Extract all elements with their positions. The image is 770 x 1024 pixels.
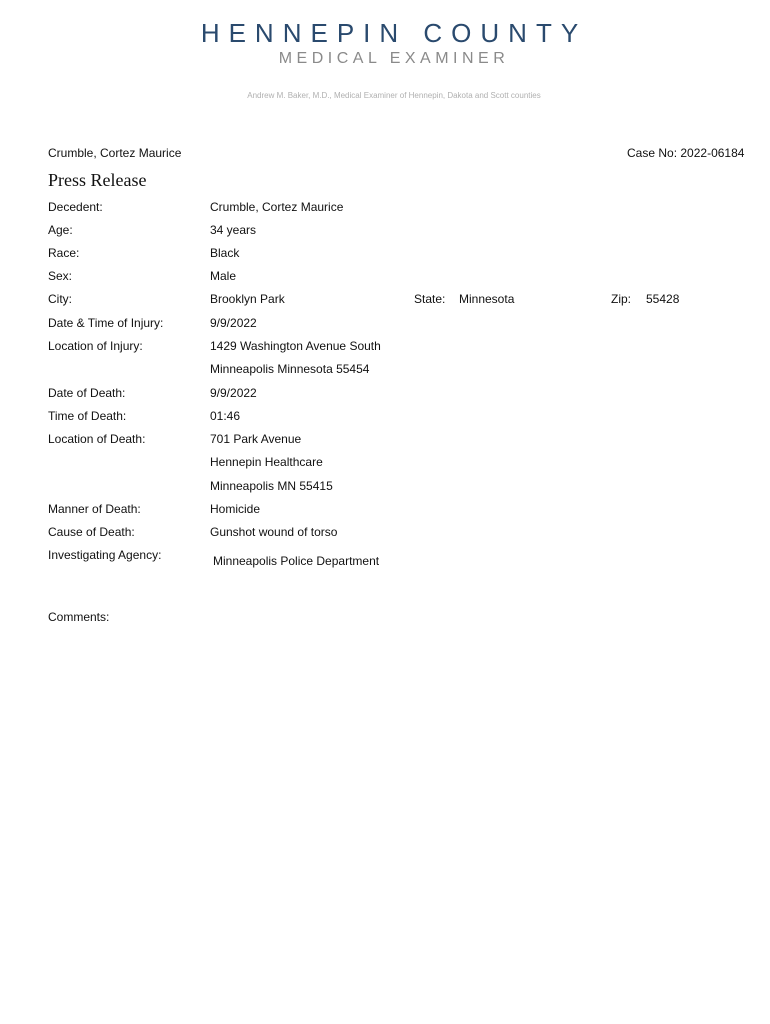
injury-datetime-value: 9/9/2022 (210, 316, 257, 330)
death-location-line: Hennepin Healthcare (210, 455, 323, 469)
city-label: City: (48, 292, 72, 306)
death-location-label: Location of Death: (48, 432, 146, 446)
case-decedent-name: Crumble, Cortez Maurice (48, 146, 182, 160)
office-heading: MEDICAL EXAMINER (278, 50, 510, 67)
age-value: 34 years (210, 223, 257, 237)
agency-label: Investigating Agency: (48, 548, 162, 562)
manner-label: Manner of Death: (48, 502, 141, 516)
injury-location-line: Minneapolis Minnesota 55454 (210, 362, 370, 376)
decedent-value: Crumble, Cortez Maurice (210, 200, 344, 214)
agency-value: Minneapolis Police Department (213, 554, 380, 568)
tagline: Andrew M. Baker, M.D., Medical Examiner of Hennepin, Dakota and Scott counties (247, 91, 541, 100)
sex-value: Male (210, 269, 237, 283)
page-title: Press Release (48, 170, 147, 190)
age-label: Age: (48, 223, 73, 237)
case-number (627, 146, 744, 160)
decedent-label: Decedent: (48, 200, 103, 214)
county-heading: HENNEPIN COUNTY (200, 18, 588, 48)
death-location-line: Minneapolis MN 55415 (210, 479, 333, 493)
race-label: Race: (48, 246, 80, 260)
death-time-label: Time of Death: (48, 409, 127, 423)
case-number-value: 2022-06184 (680, 146, 745, 160)
death-date-label: Date of Death: (48, 386, 126, 400)
zip-value: 55428 (646, 292, 680, 306)
injury-location-label: Location of Injury: (48, 339, 143, 353)
death-location-line: 701 Park Avenue (210, 432, 302, 446)
injury-datetime-label: Date & Time of Injury: (48, 316, 164, 330)
case-number-label: Case No: (627, 146, 678, 160)
race-value: Black (210, 246, 240, 260)
comments-label: Comments: (48, 610, 110, 624)
cause-label: Cause of Death: (48, 525, 135, 539)
state-value: Minnesota (459, 292, 515, 306)
state-label: State: (414, 292, 446, 306)
death-time-value: 01:46 (210, 409, 241, 423)
cause-value: Gunshot wound of torso (210, 525, 338, 539)
injury-location-line: 1429 Washington Avenue South (210, 339, 381, 353)
death-date-value: 9/9/2022 (210, 386, 257, 400)
manner-value: Homicide (210, 502, 261, 516)
sex-label: Sex: (48, 269, 73, 283)
zip-label: Zip: (611, 292, 632, 306)
city-value: Brooklyn Park (210, 292, 285, 306)
